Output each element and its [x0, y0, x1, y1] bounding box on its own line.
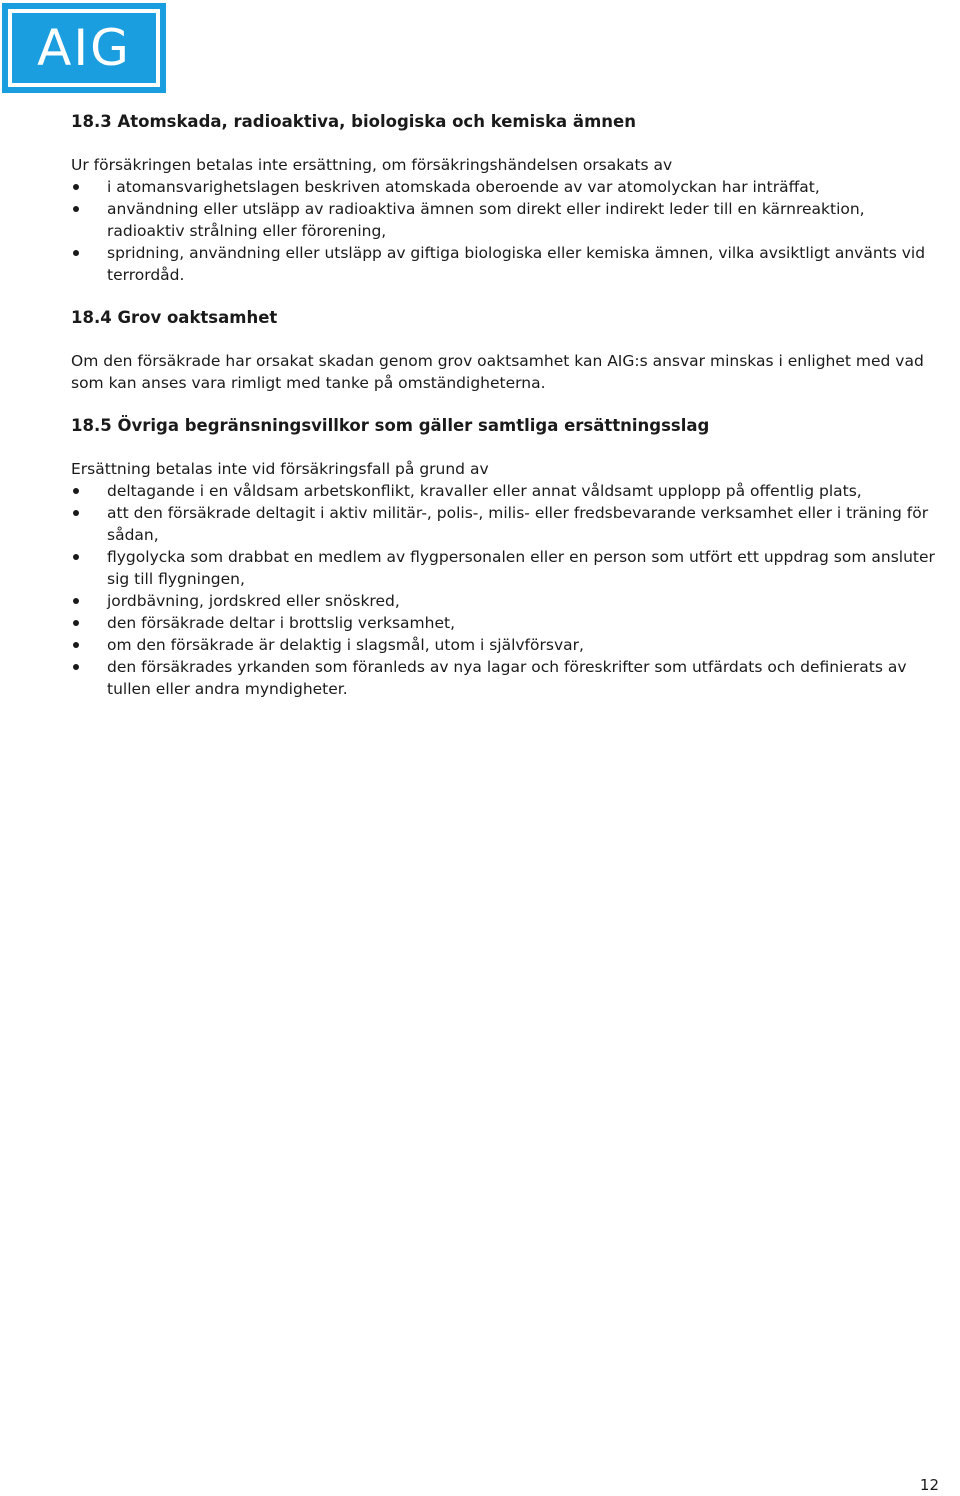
list-item: deltagande i en våldsam arbetskonflikt, kravaller eller annat våldsamt upplopp på offentlig plats, — [71, 480, 941, 502]
bullet-list — [71, 480, 941, 700]
list-item: om den försäkrade är delaktig i slagsmål, utom i självförsvar, — [71, 634, 941, 656]
document-body — [71, 110, 941, 720]
section-heading: 18.4 Grov oaktsamhet — [71, 308, 278, 327]
list-item: användning eller utsläpp av radioaktiva ämnen som direkt eller indirekt leder till en kärnreaktion, radioaktiv strålning eller förorening, — [71, 198, 941, 242]
section-18-5 — [71, 414, 941, 700]
list-item: att den försäkrade deltagit i aktiv militär-, polis-, milis- eller fredsbevarande verksamhet eller i träning för sådan, — [71, 502, 941, 546]
list-item: i atomansvarighetslagen beskriven atomskada oberoende av var atomolyckan har inträffat, — [71, 176, 941, 198]
page-number: 12 — [919, 1476, 939, 1494]
list-item: flygolycka som drabbat en medlem av flygpersonalen eller en person som utfört ett uppdrag som ansluter sig till flygningen, — [71, 546, 941, 590]
section-intro: Ur försäkringen betalas inte ersättning, om försäkringshändelsen orsakats av — [71, 156, 673, 174]
list-item: jordbävning, jordskred eller snöskred, — [71, 590, 941, 612]
section-18-4 — [71, 306, 941, 394]
section-heading: 18.3 Atomskada, radioaktiva, biologiska och kemiska ämnen — [71, 112, 636, 131]
list-item: den försäkrade deltar i brottslig verksamhet, — [71, 612, 941, 634]
bullet-list — [71, 176, 941, 286]
aig-logo — [2, 3, 166, 93]
list-item: den försäkrades yrkanden som föranleds av nya lagar och föreskrifter som utfärdats och definierats av tullen eller andra myndigheter. — [71, 656, 941, 700]
section-18-3 — [71, 110, 941, 286]
aig-logo-text: AIG — [12, 13, 156, 83]
section-heading: 18.5 Övriga begränsningsvillkor som gäller samtliga ersättningsslag — [71, 416, 710, 435]
section-intro: Ersättning betalas inte vid försäkringsfall på grund av — [71, 460, 489, 478]
list-item: spridning, användning eller utsläpp av giftiga biologiska eller kemiska ämnen, vilka avsiktligt använts vid terrordåd. — [71, 242, 941, 286]
section-paragraph: Om den försäkrade har orsakat skadan genom grov oaktsamhet kan AIG:s ansvar minskas i enlighet med vad som kan anses vara rimligt med tanke på omständigheterna. — [71, 352, 924, 392]
